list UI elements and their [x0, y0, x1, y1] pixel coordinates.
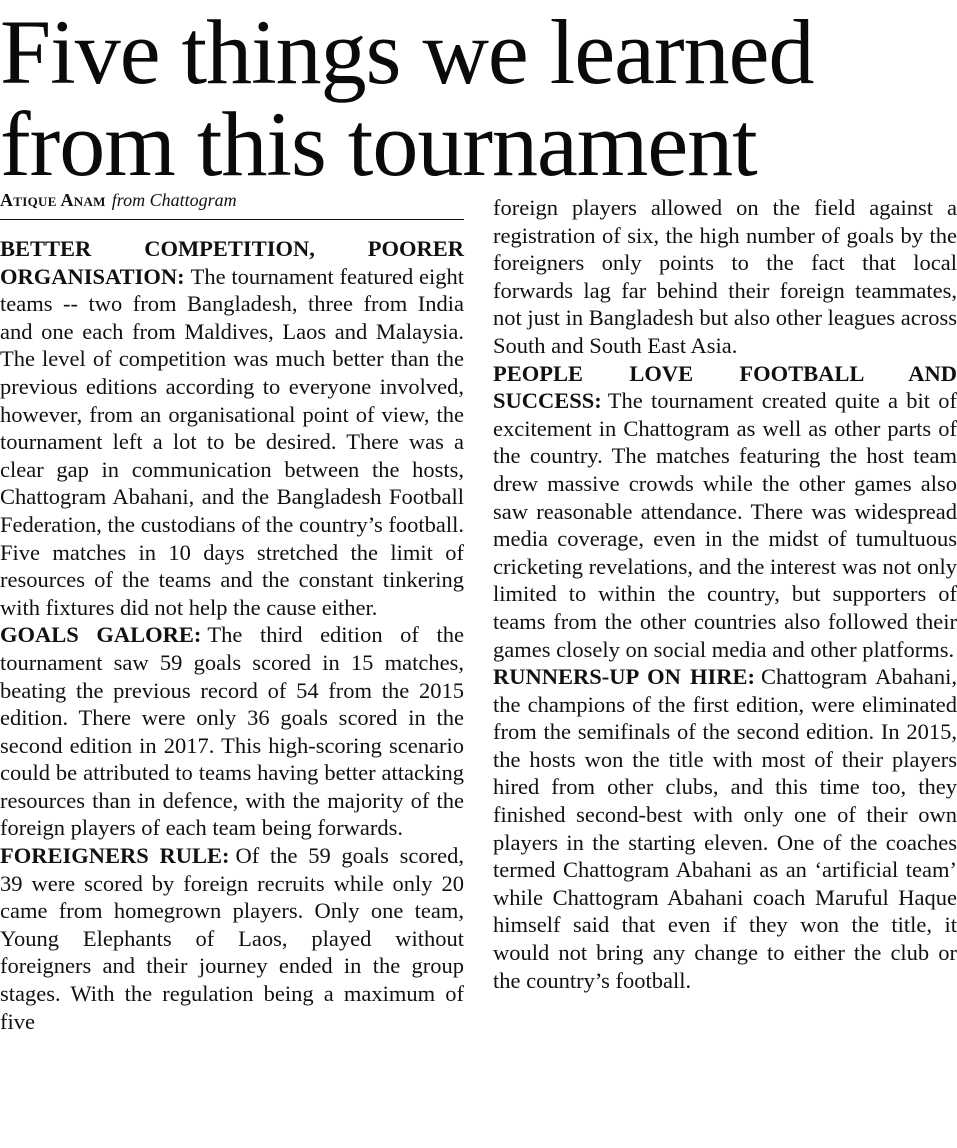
section-paragraph-continued	[493, 194, 957, 360]
section-body: The tournament featured eight teams -- two from Bangladesh, three from India and one each from Maldives, Laos and Malaysia. The level of competition was much better than the previous editions according to everyone involved, however, from an organisational point of view, the tournament left a lot to be desired. There was a clear gap in communication between the hosts, Chattogram Abahani, and the Bangladesh Football Federation, the custodians of the country’s football. Five matches in 10 days stretched the limit of resources of the teams and the constant tinkering with fixtures did not help the cause either.	[0, 263, 464, 620]
section-body: Of the 59 goals scored, 39 were scored by foreign recruits while only 20 came from homegrown players. Only one team, Young Elephants of Laos, played without foreigners and their journey ended in the group stages. With the regulation being a maximum of five	[0, 843, 464, 1034]
byline	[0, 188, 464, 212]
section-heading: BETTER COMPETITION, POORER ORGANISATION:	[0, 236, 464, 289]
section-heading: GOALS GALORE:	[0, 622, 202, 648]
section-body: foreign players allowed on the field against a registration of six, the high number of goals by the foreigners only points to the fact that local forwards lag far behind their foreign teammates, not just in Bangladesh but also other leagues across South and South East Asia.	[493, 195, 957, 358]
byline-author: Atique Anam	[0, 190, 106, 210]
section-body: The third edition of the tournament saw 59 goals scored in 15 matches, beating the previous record of 54 from the 2015 edition. There were only 36 goals scored in the second edition in 2017. This high-scoring scenario could be attributed to teams having better attacking resources than in defence, with the majority of the foreign players of each team being forwards.	[0, 622, 464, 841]
section-paragraph	[0, 235, 464, 621]
section-paragraph	[493, 360, 957, 664]
section-heading: RUNNERS-UP ON HIRE:	[493, 664, 756, 690]
byline-location: from Chattogram	[111, 190, 237, 210]
headline-line-2: from this tournament	[0, 93, 757, 195]
section-body: Chattogram Abahani, the champions of the first edition, were eliminated from the semifinals of the second edition. In 2015, the hosts won the title with most of their players hired from other clubs, and this time too, they finished second-best with only one of their own players in the starting eleven. One of the coaches termed Chattogram Abahani as an ‘artificial team’ while Chattogram Abahani coach Maruful Haque himself said that even if they won the title, it would not bring any change to either the club or the country’s football.	[493, 664, 957, 993]
section-paragraph	[0, 621, 464, 842]
section-paragraph	[493, 663, 957, 994]
section-heading: PEOPLE LOVE FOOTBALL AND SUCCESS:	[493, 360, 957, 414]
article-column-left	[0, 235, 464, 1035]
headline	[0, 1, 957, 195]
headline-line-1: Five things we learned	[0, 1, 814, 103]
section-paragraph	[0, 842, 464, 1035]
byline-divider	[0, 219, 464, 220]
article-column-right	[493, 194, 957, 994]
section-body: The tournament created quite a bit of excitement in Chattogram as well as other parts of the country. The matches featuring the host team drew massive crowds while the other games also saw reasonable attendance. There was widespread media coverage, even in the midst of tumultuous cricketing revelations, and the interest was not only limited to within the country, but supporters of teams from the other countries also followed their games closely on social media and other platforms.	[493, 388, 957, 662]
section-heading: FOREIGNERS RULE:	[0, 843, 230, 869]
